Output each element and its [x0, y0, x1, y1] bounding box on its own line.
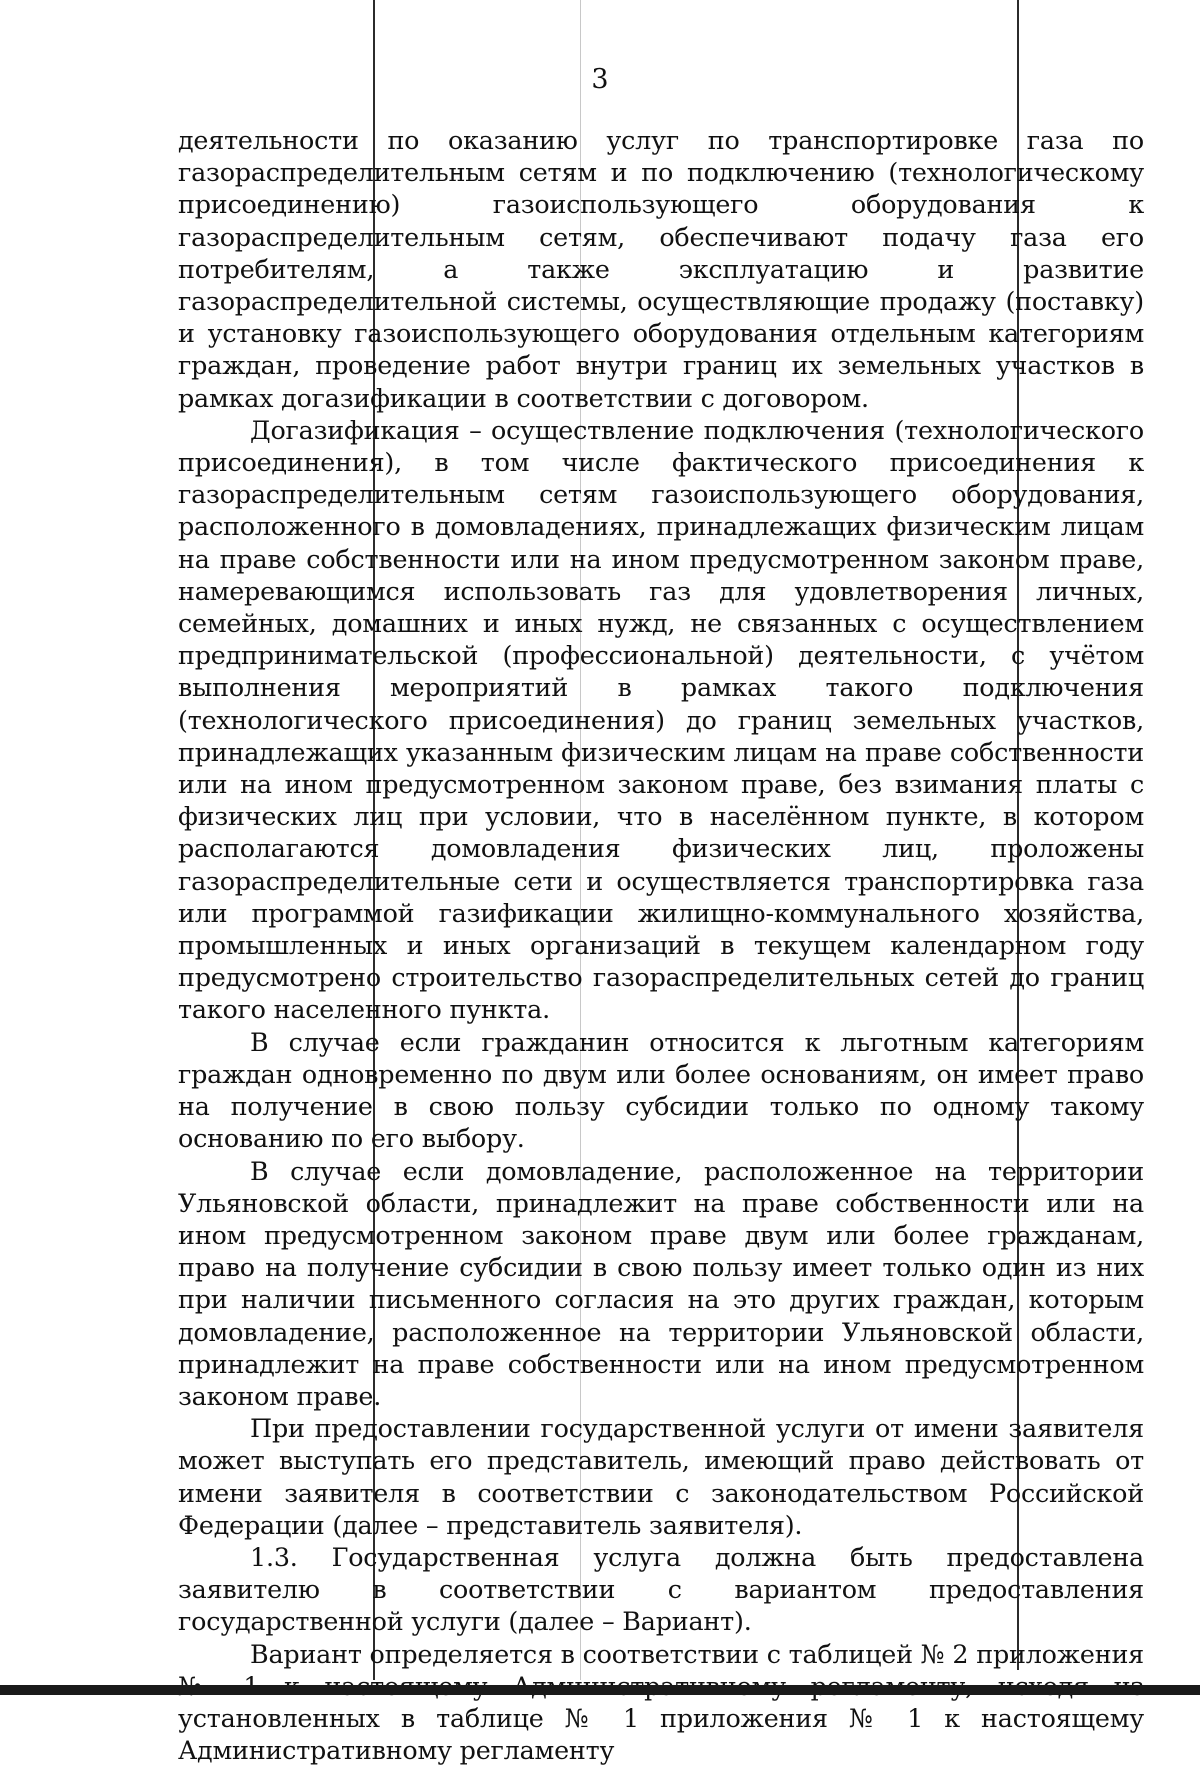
document-body [178, 124, 1144, 1766]
paragraph-1: деятельности по оказанию услуг по транспортировке газа по газораспределительным сетям и по подключению (технологическому присоединению) газоиспользующего оборудования к газораспределительным сетям, обеспечивают подачу газа его потребителям, а также эксплуатацию и развитие газораспределительной системы, осуществляющие продажу (поставку) и установку газоиспользующего оборудования отдельным категориям граждан, проведение работ внутри границ их земельных участков в рамках догазификации в соответствии с договором. [178, 125, 1144, 413]
paragraph-4: В случае если домовладение, расположенное на территории Ульяновской области, принадлежит на праве собственности или на ином предусмотренном законом праве двум или более гражданам, право на получение субсидии в свою пользу имеет только один из них при наличии письменного согласия на это других граждан, которым домовладение, расположенное на территории Ульяновской области, принадлежит на праве собственности или на ином предусмотренном законом праве. [178, 1155, 1144, 1411]
paragraph-5: При предоставлении государственной услуги от имени заявителя может выступать его представитель, имеющий право действовать от имени заявителя в соответствии с законодательством Российской Федерации (далее – представитель заявителя). [178, 1413, 1144, 1540]
scan-bottom-border [0, 1685, 1200, 1695]
paragraph-2: Догазификация – осуществление подключения (технологического присоединения), в том числе фактического присоединения к газораспределительным сетям газоиспользующего оборудования, расположенного в домовладениях, принадлежащих физическим лицам на праве собственности или на ином предусмотренном законом праве, намеревающимся использовать газ для удовлетворения личных, семейных, домашних и иных нужд, не связанных с осуществлением предпринимательской (профессиональной) деятельности, с учётом выполнения мероприятий в рамках такого подключения (технологического присоединения) до границ земельных участков, принадлежащих указанным физическим лицам на праве собственности или на ином предусмотренном законом праве, без взимания платы с физических лиц при условии, что в населённом пункте, в котором располагаются домовладения физических лиц, проложены газораспределительные сети и осуществляется транспортировка газа или программой газификации жилищно-коммунального хозяйства, промышленных и иных организаций в текущем календарном году предусмотрено строительство газораспределительных сетей до границ такого населенного пункта. [178, 414, 1144, 1025]
paragraph-3: В случае если гражданин относится к льготным категориям граждан одновременно по двум или более основаниям, он имеет право на получение в свою пользу субсидии только по одному такому основанию по его выбору. [178, 1026, 1144, 1154]
paragraph-6: 1.3. Государственная услуга должна быть предоставлена заявителю в соответствии с вариантом предоставления государственной услуги (далее – Вариант). [178, 1541, 1144, 1637]
paragraph-7: Вариант определяется в соответствии с таблицей № 2 приложения установленных в таблице № 1 приложения № 1 к настоящему Административному регламенту [178, 1638, 1144, 1766]
page-number: 3 [591, 64, 609, 95]
